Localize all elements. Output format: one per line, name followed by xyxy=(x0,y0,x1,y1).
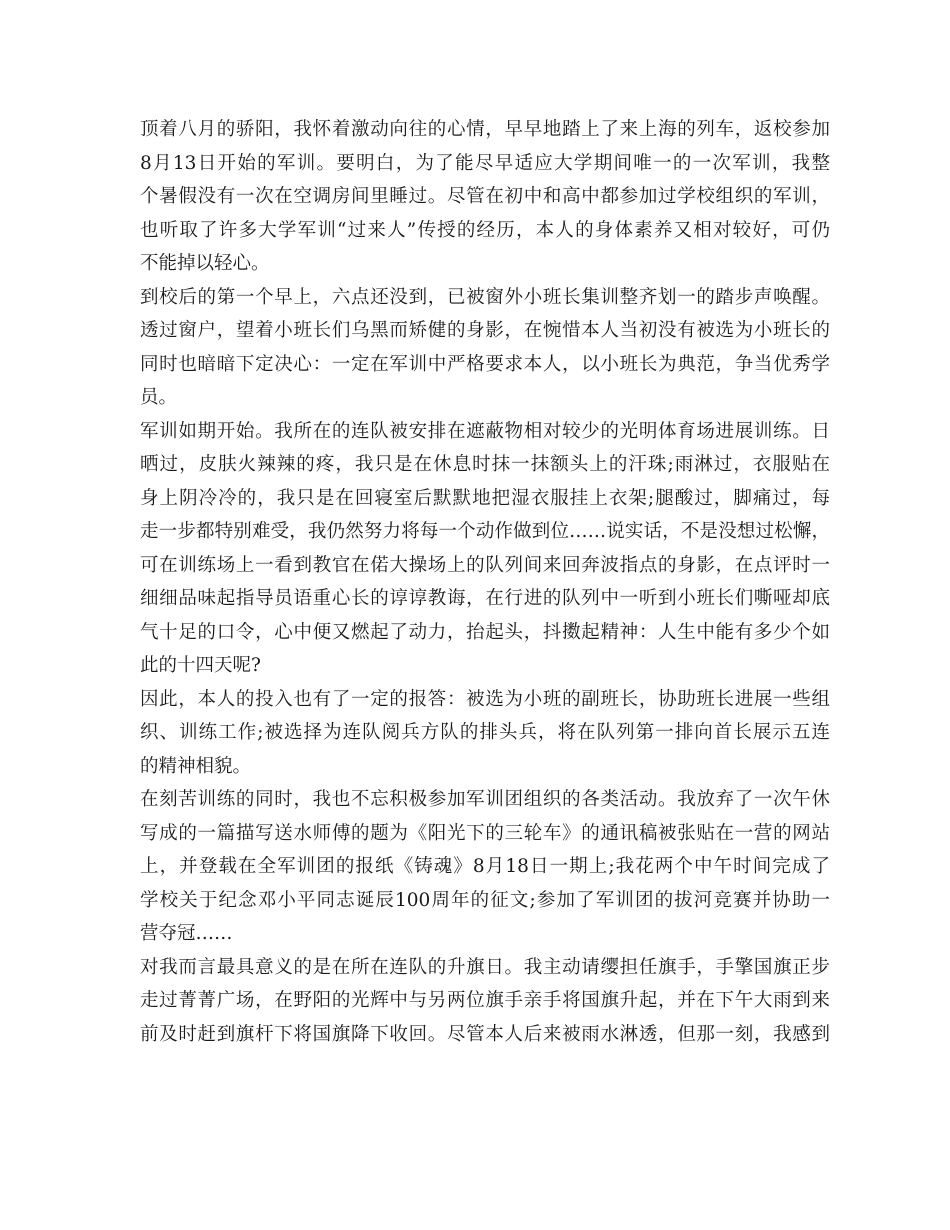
text-line: 写成的一篇描写送水师傅的题为《阳光下的三轮车》的通讯稿被张贴在一营的网站 xyxy=(140,822,830,844)
text-line: 也听取了许多大学军训“过来人”传授的经历，本人的身体素养又相对较好，可仍 xyxy=(140,219,830,241)
text-line: 学校关于纪念邓小平同志诞辰100周年的征文;参加了军训团的拔河竞赛并协助一 xyxy=(140,889,830,911)
text-line: 在刻苦训练的同时，我也不忘积极参加军训团组织的各类活动。我放弃了一次午休 xyxy=(140,789,830,810)
text-line: 走过菁菁广场，在野阳的光辉中与另两位旗手亲手将国旗升起，并在下午大雨到来 xyxy=(140,990,830,1011)
text-line: 到校后的第一个早上，六点还没到，已被窗外小班长集训整齐划一的踏步声唤醒。 xyxy=(140,286,830,308)
text-line: 因此，本人的投入也有了一定的报答：被选为小班的副班长，协助班长进展一些组 xyxy=(140,688,830,710)
text-line: 走一步都特别难受，我仍然努力将每一个动作做到位……说实话，不是没想过松懈， xyxy=(140,521,830,542)
text-line: 此的十四天呢? xyxy=(140,655,261,676)
text-line: 身上阴冷冷的，我只是在回寝室后默默地把湿衣服挂上衣架;腿酸过，脚痛过，每 xyxy=(140,487,830,509)
text-line: 员。 xyxy=(140,387,178,408)
text-line: 细细品味起指导员语重心长的谆谆教诲，在行进的队列中一听到小班长们嘶哑却底 xyxy=(140,588,830,609)
text-line: 透过窗户，望着小班长们乌黑而矫健的身影，在惋惜本人当初没有被选为小班长的 xyxy=(140,320,830,341)
text-line: 对我而言最具意义的是在所在连队的升旗日。我主动请缨担任旗手，手擎国旗正步 xyxy=(140,956,830,978)
document-body xyxy=(140,113,830,1051)
text-line: 营夺冠…… xyxy=(140,923,233,944)
text-line: 织、训练工作;被选择为连队阅兵方队的排头兵，将在队列第一排向首长展示五连 xyxy=(140,722,830,743)
text-line: 上，并登载在全军训团的报纸《铸魂》8月18日一期上;我花两个中午时间完成了 xyxy=(140,856,830,877)
text-line: 同时也暗暗下定决心：一定在军训中严格要求本人，以小班长为典范，争当优秀学 xyxy=(140,353,830,375)
text-line: 气十足的口令，心中便又燃起了动力，抬起头，抖擞起精神：人生中能有多少个如 xyxy=(140,621,830,643)
text-line: 的精神相貌。 xyxy=(140,755,252,777)
text-line: 个暑假没有一次在空调房间里睡过。尽管在初中和高中都参加过学校组织的军训， xyxy=(140,186,830,207)
text-line: 晒过，皮肤火辣辣的疼，我只是在休息时抹一抹额头上的汗珠;雨淋过，衣服贴在 xyxy=(140,454,830,475)
text-line: 不能掉以轻心。 xyxy=(140,253,270,274)
text-line: 可在训练场上一看到教官在偌大操场上的队列间来回奔波指点的身影，在点评时一 xyxy=(140,554,830,576)
text-line: 顶着八月的骄阳，我怀着激动向往的心情，早早地踏上了来上海的列车，返校参加 xyxy=(140,119,830,140)
text-line: 前及时赶到旗杆下将国旗降下收回。尽管本人后来被雨水淋透，但那一刻，我感到 xyxy=(140,1023,830,1045)
text-line: 8月13日开始的军训。要明白，为了能尽早适应大学期间唯一的一次军训，我整 xyxy=(140,152,830,174)
text-line: 军训如期开始。我所在的连队被安排在遮蔽物相对较少的光明体育场进展训练。日 xyxy=(140,420,830,442)
